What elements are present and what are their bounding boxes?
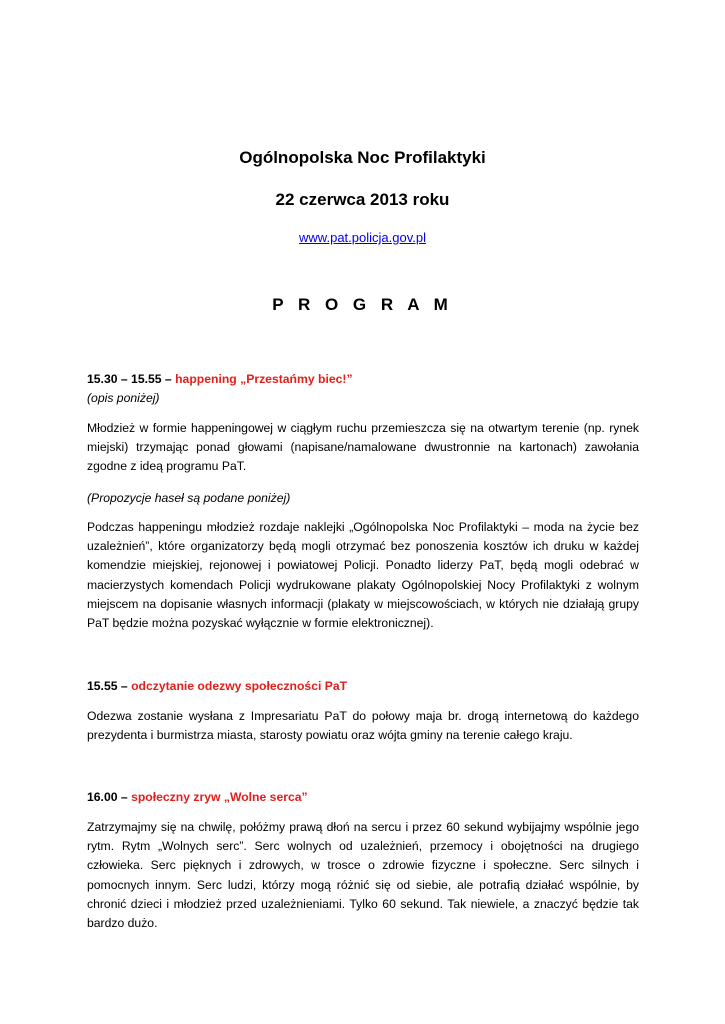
section-3-paragraph-1: Zatrzymajmy się na chwilę, połóżmy prawą dłoń na sercu i przez 60 sekund wybijajmy wspólnie jego rytm. Rytm „Wolnych serc”. Serc wolnych od uzależnień, przemocy i obojętności na drugiego człowieka. Serc pięknych i zdrowych, w trosce o zdrowie fizyczne i społeczne. Serc silnych i pomocnych innym. Serc ludzi, którzy mogą różnić się od siebie, ale potrafią działać wspólnie, by chronić dzieci i młodzież przed uzależnieniami. Tylko 60 sekund. Tak niewiele, a znaczyć będzie tak bardzo dużo. [87, 820, 639, 931]
section-3-event: społeczny zryw „Wolne serca” [131, 790, 308, 804]
section-1-paragraph-3: Podczas happeningu młodzież rozdaje naklejki „Ogólnopolska Noc Profilaktyki – moda na życie bez uzależnień”, które organizatorzy będą mogli otrzymać bez ponoszenia kosztów ich druku w każdej komendzie miejskiej, rejonowej i powiatowej Policji. Ponadto liderzy PaT, będą mogli odebrać w macierzystych komendach Policji wydrukowane plakaty Ogólnopolskiej Nocy Profilaktyki z wolnym miejscem na dopisanie własnych informacji (plakaty w miejscowościach, w których nie działają grupy PaT będzie można pozyskać wyłącznie w formie elektronicznej). [87, 520, 639, 631]
section-2-time: 15.55 – [87, 679, 128, 693]
section-1-event: happening „Przestańmy biec!” [175, 372, 353, 386]
section-3-heading [87, 788, 639, 807]
section-2-heading [87, 677, 639, 696]
section-2-event: odczytanie odezwy społeczności PaT [131, 679, 348, 693]
section-1-time: 15.30 – 15.55 – [87, 372, 172, 386]
program-heading: P R O G R A M [272, 295, 453, 314]
section-2-paragraph-1: Odezwa zostanie wysłana z Impresariatu PaT do połowy maja br. drogą internetową do każdego prezydenta i burmistrza miasta, starosty powiatu oraz wójta gminy na terenie całego kraju. [87, 709, 639, 743]
document-date: 22 czerwca 2013 roku [275, 190, 450, 209]
document-title: Ogólnopolska Noc Profilaktyki [239, 148, 486, 167]
section-1-heading [87, 370, 639, 389]
section-3-time: 16.00 – [87, 790, 128, 804]
section-1-paragraph-1: Młodzież w formie happeningowej w ciągłym ruchu przemieszcza się na otwartym terenie (np. rynek miejski) trzymając ponad głowami (napisane/namalowane dwustronnie na kartonach) zawołania zgodne z ideą programu PaT. [87, 421, 639, 474]
website-link[interactable]: www.pat.policja.gov.pl [299, 230, 426, 245]
section-1-note: (opis poniżej) [87, 391, 160, 405]
section-1-paragraph-2: (Propozycje haseł są podane poniżej) [87, 491, 291, 505]
